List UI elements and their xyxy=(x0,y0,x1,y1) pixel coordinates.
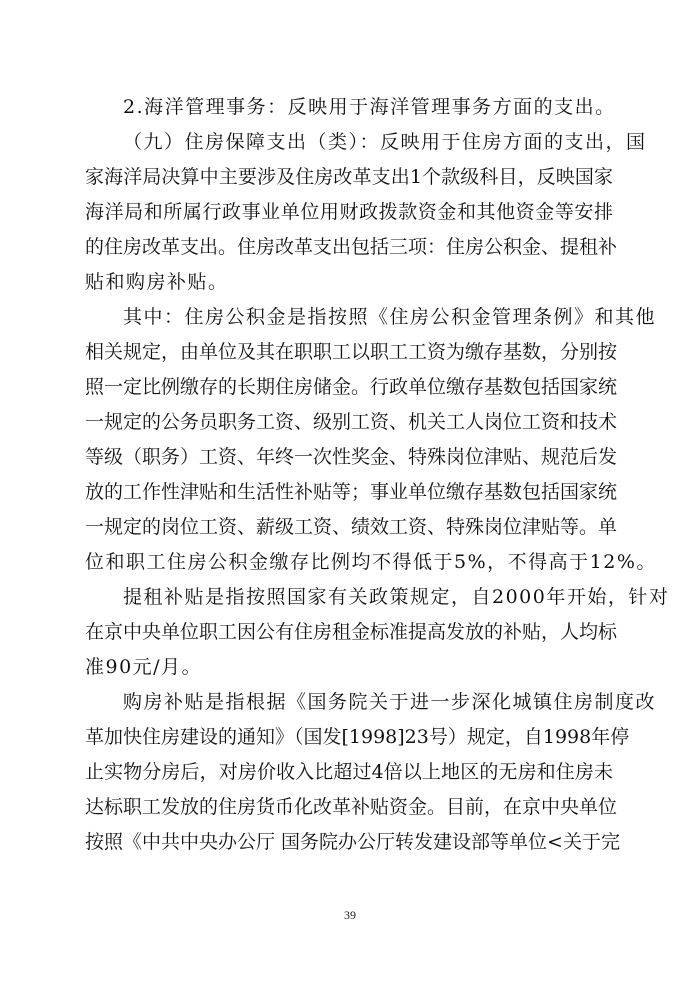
paragraph-line: 2.海洋管理事务：反映用于海洋管理事务方面的支出。 xyxy=(123,96,616,118)
paragraph-line: （九）住房保障支出（类）：反映用于住房方面的支出，国 xyxy=(123,131,647,153)
paragraph-line: 贴和购房补贴。 xyxy=(85,271,229,293)
paragraph-line: 购房补贴是指根据《国务院关于进一步深化城镇住房制度改 xyxy=(123,691,657,713)
page-number: 39 xyxy=(344,908,356,922)
paragraph-line: 一规定的岗位工资、薪级工资、绩效工资、特殊岗位津贴等。单 xyxy=(85,516,618,538)
paragraph-line: 止实物分房后，对房价收入比超过4倍以上地区的无房和住房未 xyxy=(85,761,613,783)
paragraph-line: 相关规定，由单位及其在职职工以职工工资为缴存基数，分别按 xyxy=(85,341,618,363)
paragraph-line: 革加快住房建设的通知》（国发[1998]23号）规定，自1998年停 xyxy=(85,726,630,748)
paragraph-line: 放的工作性津贴和生活性补贴等；事业单位缴存基数包括国家统 xyxy=(85,481,618,503)
paragraph-line: 位和职工住房公积金缴存比例均不得低于5%，不得高于12%。 xyxy=(85,551,657,573)
paragraph-line: 海洋局和所属行政事业单位用财政拨款资金和其他资金等安排 xyxy=(85,201,613,223)
paragraph-line: 其中：住房公积金是指按照《住房公积金管理条例》和其他 xyxy=(123,306,657,328)
paragraph-line: 等级（职务）工资、年终一次性奖金、特殊岗位津贴、规范后发 xyxy=(85,446,618,468)
paragraph-line: 的住房改革支出。住房改革支出包括三项：住房公积金、提租补 xyxy=(85,236,618,258)
paragraph-line: 按照《中共中央办公厅 国务院办公厅转发建设部等单位<关于完 xyxy=(85,831,620,853)
paragraph-line: 一规定的公务员职务工资、级别工资、机关工人岗位工资和技术 xyxy=(85,411,618,433)
paragraph-line: 达标职工发放的住房货币化改革补贴资金。目前，在京中央单位 xyxy=(85,796,618,818)
paragraph-line: 提租补贴是指按照国家有关政策规定，自2000年开始，针对 xyxy=(123,586,670,608)
paragraph-line: 在京中央单位职工因公有住房租金标准提高发放的补贴，人均标 xyxy=(85,621,618,643)
paragraph-line: 准90元/月。 xyxy=(85,656,203,678)
paragraph-line: 照一定比例缴存的长期住房储金。行政单位缴存基数包括国家统 xyxy=(85,376,618,398)
paragraph-line: 家海洋局决算中主要涉及住房改革支出1个款级科目，反映国家 xyxy=(85,166,613,188)
